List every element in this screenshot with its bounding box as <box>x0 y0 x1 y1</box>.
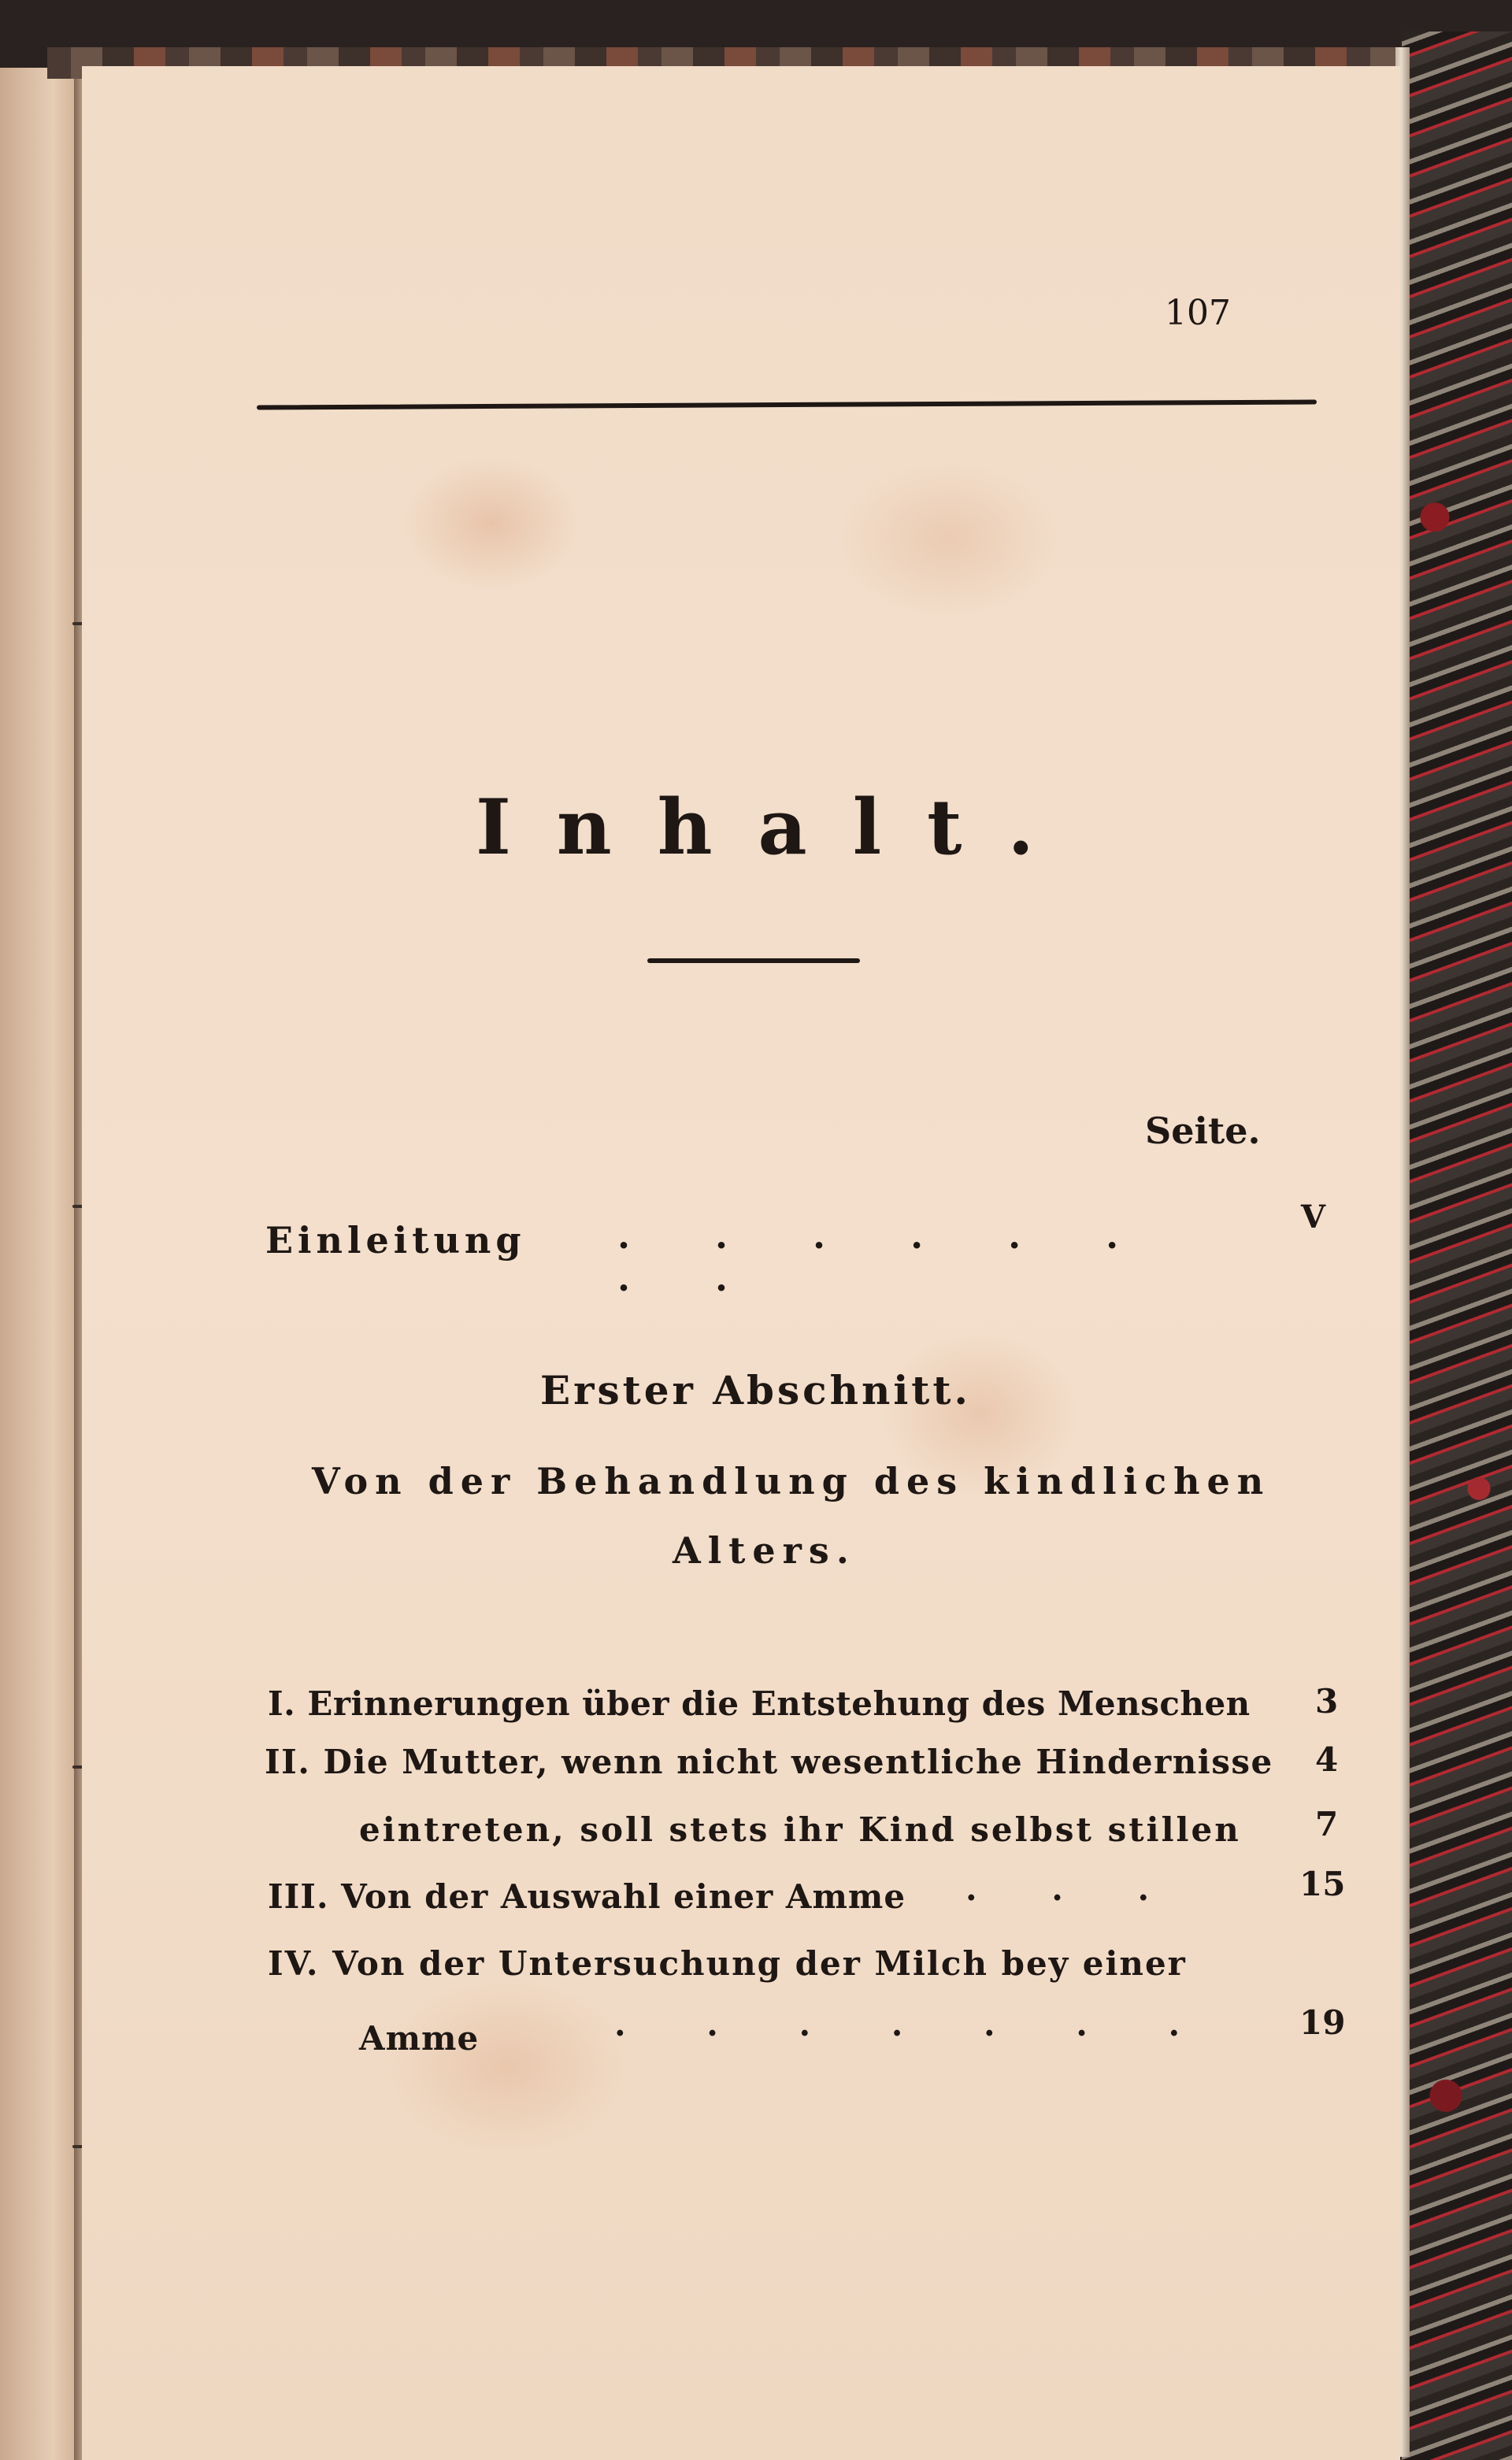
toc-entry-page: 15 <box>1299 1865 1346 1903</box>
intro-entry-label: Einleitung <box>265 1219 526 1261</box>
section-subtitle: Von der Behandlung des kindlichen <box>312 1460 1271 1502</box>
book-gutter <box>74 63 82 2460</box>
marbled-cover <box>1402 31 1512 2460</box>
toc-entry-page: 3 <box>1315 1682 1339 1721</box>
toc-entry-text: I. Erinnerungen über die Entstehung des Menschen <box>268 1684 1251 1723</box>
toc-entry-page: 7 <box>1315 1805 1339 1843</box>
header-rule <box>257 399 1317 409</box>
heading-rule <box>647 958 860 963</box>
toc-entry-page: 4 <box>1315 1740 1339 1779</box>
left-facing-page <box>0 68 76 2460</box>
toc-entry-page: 19 <box>1299 2003 1346 2042</box>
page-heading: Inhalt. <box>476 783 1080 872</box>
toc-leader-dots: . . . . . . . <box>614 2005 1215 2043</box>
section-subtitle: Alters. <box>673 1529 856 1572</box>
page-column-label: Seite. <box>1145 1110 1261 1152</box>
toc-entry-text: IV. Von der Untersuchung der Milch bey einer <box>268 1944 1187 1983</box>
page-number: 107 <box>1165 293 1231 333</box>
intro-entry-page: V <box>1301 1199 1326 1236</box>
toc-entry-text: III. Von der Auswahl einer Amme <box>268 1877 906 1916</box>
intro-leader-dots: . . . . . . . . <box>617 1214 1155 1299</box>
section-title: Erster Abschnitt. <box>540 1367 971 1413</box>
toc-entry-text: Amme <box>359 2019 480 2058</box>
book-page <box>82 66 1400 2460</box>
toc-leader-dots: . . . <box>965 1869 1181 1908</box>
toc-entry-text: eintreten, soll stets ihr Kind selbst stillen <box>359 1810 1241 1849</box>
toc-entry-text: II. Die Mutter, wenn nicht wesentliche Hindernisse <box>265 1743 1273 1781</box>
